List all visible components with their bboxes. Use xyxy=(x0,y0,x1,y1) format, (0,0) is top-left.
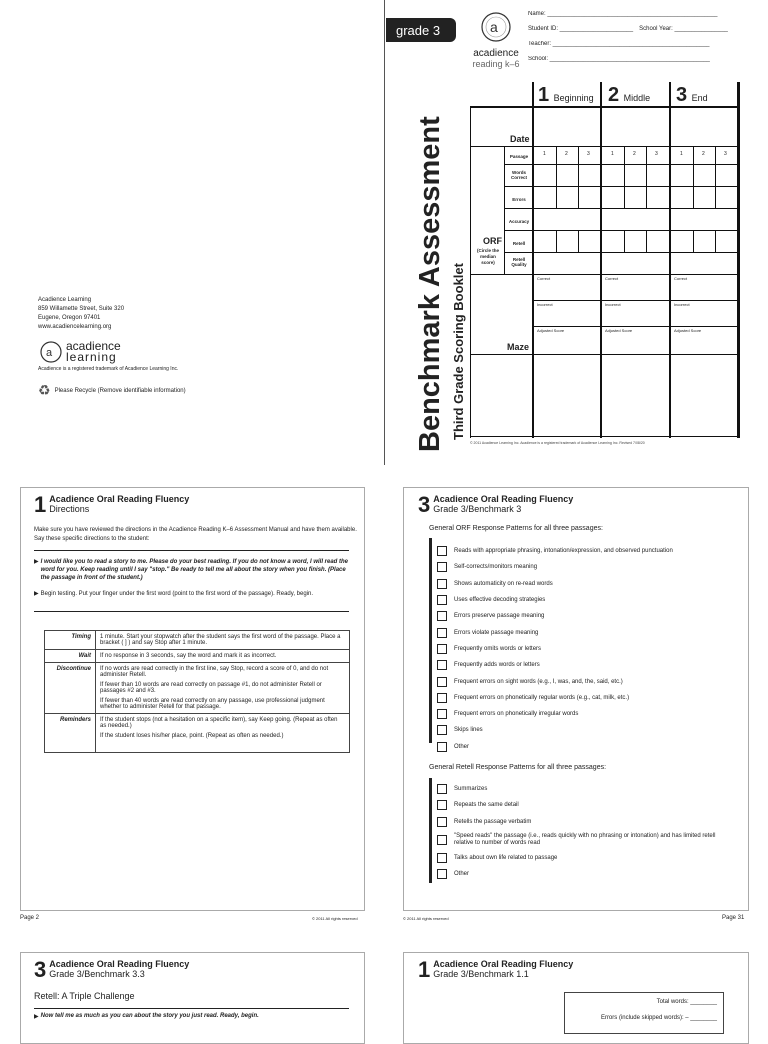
rule-text: If no response in 3 seconds, say the word and mark it as incorrect. xyxy=(100,653,277,659)
maze-incorrect-label: Incorrect xyxy=(674,302,690,307)
rule-text: 1 minute. Start your stopwatch after the student says the first word of the passage. Place a bracket ( ] ) and say Stop after 1 minute. xyxy=(100,634,341,646)
instruction-2: ▶ Begin testing. Put your finger under the first word (point to the first word of the passage). Ready, begin. xyxy=(34,591,313,597)
cover-subtitle: Third Grade Scoring Booklet xyxy=(451,263,466,440)
brand-subname: reading k–6 xyxy=(472,59,520,69)
page-header xyxy=(34,494,189,516)
grade-label: grade 3 xyxy=(396,22,441,38)
period-header-3: 3 End xyxy=(676,84,708,106)
errors-label: Errors xyxy=(512,197,526,202)
checkbox[interactable] xyxy=(437,579,447,589)
student-id-field[interactable]: Student ID: ______________________ xyxy=(528,26,634,32)
id-year-row xyxy=(528,26,748,32)
checkbox[interactable] xyxy=(437,628,447,638)
checkbox[interactable] xyxy=(437,800,447,810)
page-number: Page 31 xyxy=(722,915,745,921)
section-title: Acadience Oral Reading Fluency xyxy=(433,959,574,969)
passage-num: 2 xyxy=(702,151,705,157)
grade-tab xyxy=(386,18,456,42)
orf-label: ORF xyxy=(483,236,502,246)
section-subtitle: Grade 3/Benchmark 1.1 xyxy=(433,969,529,979)
retell-section-heading: Retell: A Triple Challenge xyxy=(34,991,135,1001)
list-item: Self-corrects/monitors meaning xyxy=(437,559,737,575)
table-row xyxy=(45,631,350,650)
cover-footer: © 2011 Acadience Learning Inc. Acadience is a registered trademark of Acadience Learning Inc. Revised 7/08/20 xyxy=(470,441,645,445)
cover-title: Benchmark Assessment xyxy=(414,116,446,452)
list-item: Frequently omits words or letters xyxy=(437,641,737,657)
section-number: 3 xyxy=(34,957,47,982)
list-item: Frequent errors on sight words (e.g., I, was, and, the, said, etc.) xyxy=(437,673,737,689)
rules-table xyxy=(44,630,350,753)
period-header-2: 2 Middle xyxy=(608,84,651,106)
school-year-field[interactable]: School Year: ________________ xyxy=(639,26,728,32)
orf-patterns-list xyxy=(437,543,737,755)
retell-instruction: ▶ Now tell me as much as you can about the story you just read. Ready, begin. xyxy=(34,1013,259,1020)
list-item: Repeats the same detail xyxy=(437,797,737,813)
list-item: Frequent errors on phonetically irregular words xyxy=(437,706,737,722)
page-bottom-left xyxy=(20,952,365,1044)
rule-text: If the student stops (not a hesitation on a specific item), say Keep going. (Repeat as often as needed.) xyxy=(100,717,338,729)
list-item: Retells the passage verbatim xyxy=(437,814,737,830)
score-grid xyxy=(470,82,740,438)
acadience-learning-logo xyxy=(38,340,338,364)
logo-text-top: acadience xyxy=(66,339,121,353)
list-item: Uses effective decoding strategies xyxy=(437,592,737,608)
list-item: Errors violate passage meaning xyxy=(437,624,737,640)
checkbox[interactable] xyxy=(437,869,447,879)
list-item: Skips lines xyxy=(437,722,737,738)
section-subtitle: Grade 3/Benchmark 3 xyxy=(433,504,522,514)
maze-correct-label: Correct xyxy=(674,276,688,281)
school-field[interactable]: School: ________________________________________________ xyxy=(528,56,710,62)
passage-num: 1 xyxy=(611,151,614,157)
org-name: Acadience Learning xyxy=(38,297,92,303)
retell-quality-label: Retell Quality xyxy=(511,257,527,267)
page-header xyxy=(34,959,189,981)
passage-num: 1 xyxy=(680,151,683,157)
accuracy-label: Accuracy xyxy=(508,219,530,224)
passage-num: 1 xyxy=(543,151,546,157)
section-number: 1 xyxy=(34,492,47,517)
rule-text: If fewer than 40 words are read correctly on any passage, use professional judgment whether to administer Retell for that passage. xyxy=(100,698,325,710)
table-row xyxy=(45,714,350,753)
acadience-logo-icon xyxy=(38,340,66,364)
maze-incorrect-label: Incorrect xyxy=(537,302,553,307)
table-row xyxy=(45,663,350,714)
rule-text: If no words are read correctly in the first line, say Stop, record a score of 0, and do not administer Retell. xyxy=(100,666,329,678)
passage-num: 3 xyxy=(655,151,658,157)
rule-text: If the student loses his/her place, point. (Repeat as often as needed.) xyxy=(100,733,284,739)
passage-num: 3 xyxy=(587,151,590,157)
rule-label: Discontinue xyxy=(45,663,96,714)
checkbox[interactable] xyxy=(437,660,447,670)
rule-label: Reminders xyxy=(45,714,96,753)
passage-num: 2 xyxy=(633,151,636,157)
trademark-note: Acadience is a registered trademark of Acadience Learning Inc. xyxy=(38,366,179,372)
date-label: Date xyxy=(510,134,530,144)
fold-line xyxy=(384,0,385,465)
table-row xyxy=(45,650,350,663)
period-header-1: 1 Beginning xyxy=(538,84,594,106)
svg-text:a: a xyxy=(46,347,53,359)
passage-num: 2 xyxy=(565,151,568,157)
maze-label: Maze xyxy=(507,342,530,352)
page-2 xyxy=(20,487,365,911)
words-correct-label: Words Correct xyxy=(510,170,527,180)
errors-field[interactable]: Errors (include skipped words): – ________ xyxy=(600,1015,717,1021)
maze-adjusted-label: Adjusted Score xyxy=(537,328,565,333)
total-words-field[interactable]: Total words: ________ xyxy=(656,999,717,1005)
list-item: Errors preserve passage meaning xyxy=(437,608,737,624)
intro-text: Make sure you have reviewed the directions in the Acadience Reading K–6 Assessment Manual and have them available. Say these specific directions to the student: xyxy=(34,527,357,542)
checkbox[interactable] xyxy=(437,835,447,845)
recycle-icon: ♻ xyxy=(38,382,51,398)
section-subtitle: Directions xyxy=(49,504,90,514)
student-info-form xyxy=(528,11,748,62)
org-website: www.acadiencelearning.org xyxy=(38,324,112,330)
acadience-logo-icon xyxy=(479,10,513,44)
rule-label: Wait xyxy=(45,650,96,663)
section-number: 3 xyxy=(418,492,431,517)
list-item: Shows automaticity on re-read words xyxy=(437,576,737,592)
checkbox[interactable] xyxy=(437,817,447,827)
acadience-reading-logo xyxy=(466,10,526,69)
page-header xyxy=(418,494,573,516)
passage-subcolumns xyxy=(534,146,737,274)
checkbox[interactable] xyxy=(437,611,447,621)
rule-text: If fewer than 10 words are read correctly on passage #1, do not administer Retell or passages #2 and #3. xyxy=(100,682,322,694)
checkbox[interactable] xyxy=(437,709,447,719)
svg-text:a: a xyxy=(490,19,498,35)
section-title: Acadience Oral Reading Fluency xyxy=(49,494,190,504)
section-number: 1 xyxy=(418,957,431,982)
maze-correct-label: Correct xyxy=(605,276,619,281)
copyright: © 2011 All rights reserved xyxy=(403,916,449,921)
checkbox[interactable] xyxy=(437,784,447,794)
checkbox[interactable] xyxy=(437,546,447,556)
org-address-line-1: 859 Willamette Street, Suite 320 xyxy=(38,306,125,312)
checkbox[interactable] xyxy=(437,562,447,572)
maze-adjusted-label: Adjusted Score xyxy=(605,328,633,333)
page-bottom-right xyxy=(403,952,749,1044)
list-item: Frequent errors on phonetically regular words (e.g., cat, milk, etc.) xyxy=(437,690,737,706)
checkbox[interactable] xyxy=(437,677,447,687)
word-count-box xyxy=(564,992,724,1034)
passage-num: 3 xyxy=(724,151,727,157)
retell-patterns-list xyxy=(437,781,737,882)
logo-text-bottom: learning xyxy=(66,350,117,364)
orf-patterns-heading: General ORF Response Patterns for all three passages: xyxy=(429,525,603,532)
recycle-row xyxy=(38,382,338,399)
list-item: Other xyxy=(437,866,737,882)
org-address-line-2: Eugene, Oregon 97401 xyxy=(38,315,101,321)
copyright: © 2011 All rights reserved xyxy=(312,916,358,921)
orf-note: (Circle the median score) xyxy=(476,248,499,265)
brand-name: acadience xyxy=(473,48,519,59)
section-title: Acadience Oral Reading Fluency xyxy=(433,494,574,504)
list-item: Summarizes xyxy=(437,781,737,797)
maze-adjusted-label: Adjusted Score xyxy=(674,328,702,333)
list-item: Frequently adds words or letters xyxy=(437,657,737,673)
retell-patterns-heading: General Retell Response Patterns for all three passages: xyxy=(429,764,607,771)
page-header xyxy=(418,959,573,981)
checkbox[interactable] xyxy=(437,693,447,703)
recycle-text: Please Recycle (Remove identifiable information) xyxy=(54,387,186,394)
back-cover xyxy=(38,297,338,399)
list-item: Reads with appropriate phrasing, intonation/expression, and observed punctuation xyxy=(437,543,737,559)
checkbox[interactable] xyxy=(437,853,447,863)
retell-label: Retell xyxy=(512,241,526,246)
name-field[interactable]: Name: ___________________________________________________ xyxy=(528,11,718,17)
list-item: "Speed reads" the passage (i.e., reads quickly with no phrasing or intonation) and has limited retell relative to number of words read xyxy=(437,830,737,850)
checkbox[interactable] xyxy=(437,742,447,752)
section-subtitle: Grade 3/Benchmark 3.3 xyxy=(49,969,145,979)
maze-incorrect-label: Incorrect xyxy=(605,302,621,307)
page-31 xyxy=(403,487,749,911)
list-item: Talks about own life related to passage xyxy=(437,850,737,866)
checkbox[interactable] xyxy=(437,644,447,654)
section-title: Acadience Oral Reading Fluency xyxy=(49,959,190,969)
teacher-field[interactable]: Teacher: _______________________________________________ xyxy=(528,41,710,47)
list-item: Other xyxy=(437,739,737,755)
checkbox[interactable] xyxy=(437,595,447,605)
page-number: Page 2 xyxy=(20,915,40,921)
checkbox[interactable] xyxy=(437,725,447,735)
instruction-1: ▶ I would like you to read a story to me. Please do your best reading. If you do not know a word, I will read the word for you. Keep reading until I say "stop." Be ready to tell me all about the story when you finish. (Place the passage in front of the student.) xyxy=(34,559,349,581)
maze-correct-label: Correct xyxy=(537,276,551,281)
passage-label: Passage xyxy=(509,154,529,159)
rule-label: Timing xyxy=(45,631,96,650)
